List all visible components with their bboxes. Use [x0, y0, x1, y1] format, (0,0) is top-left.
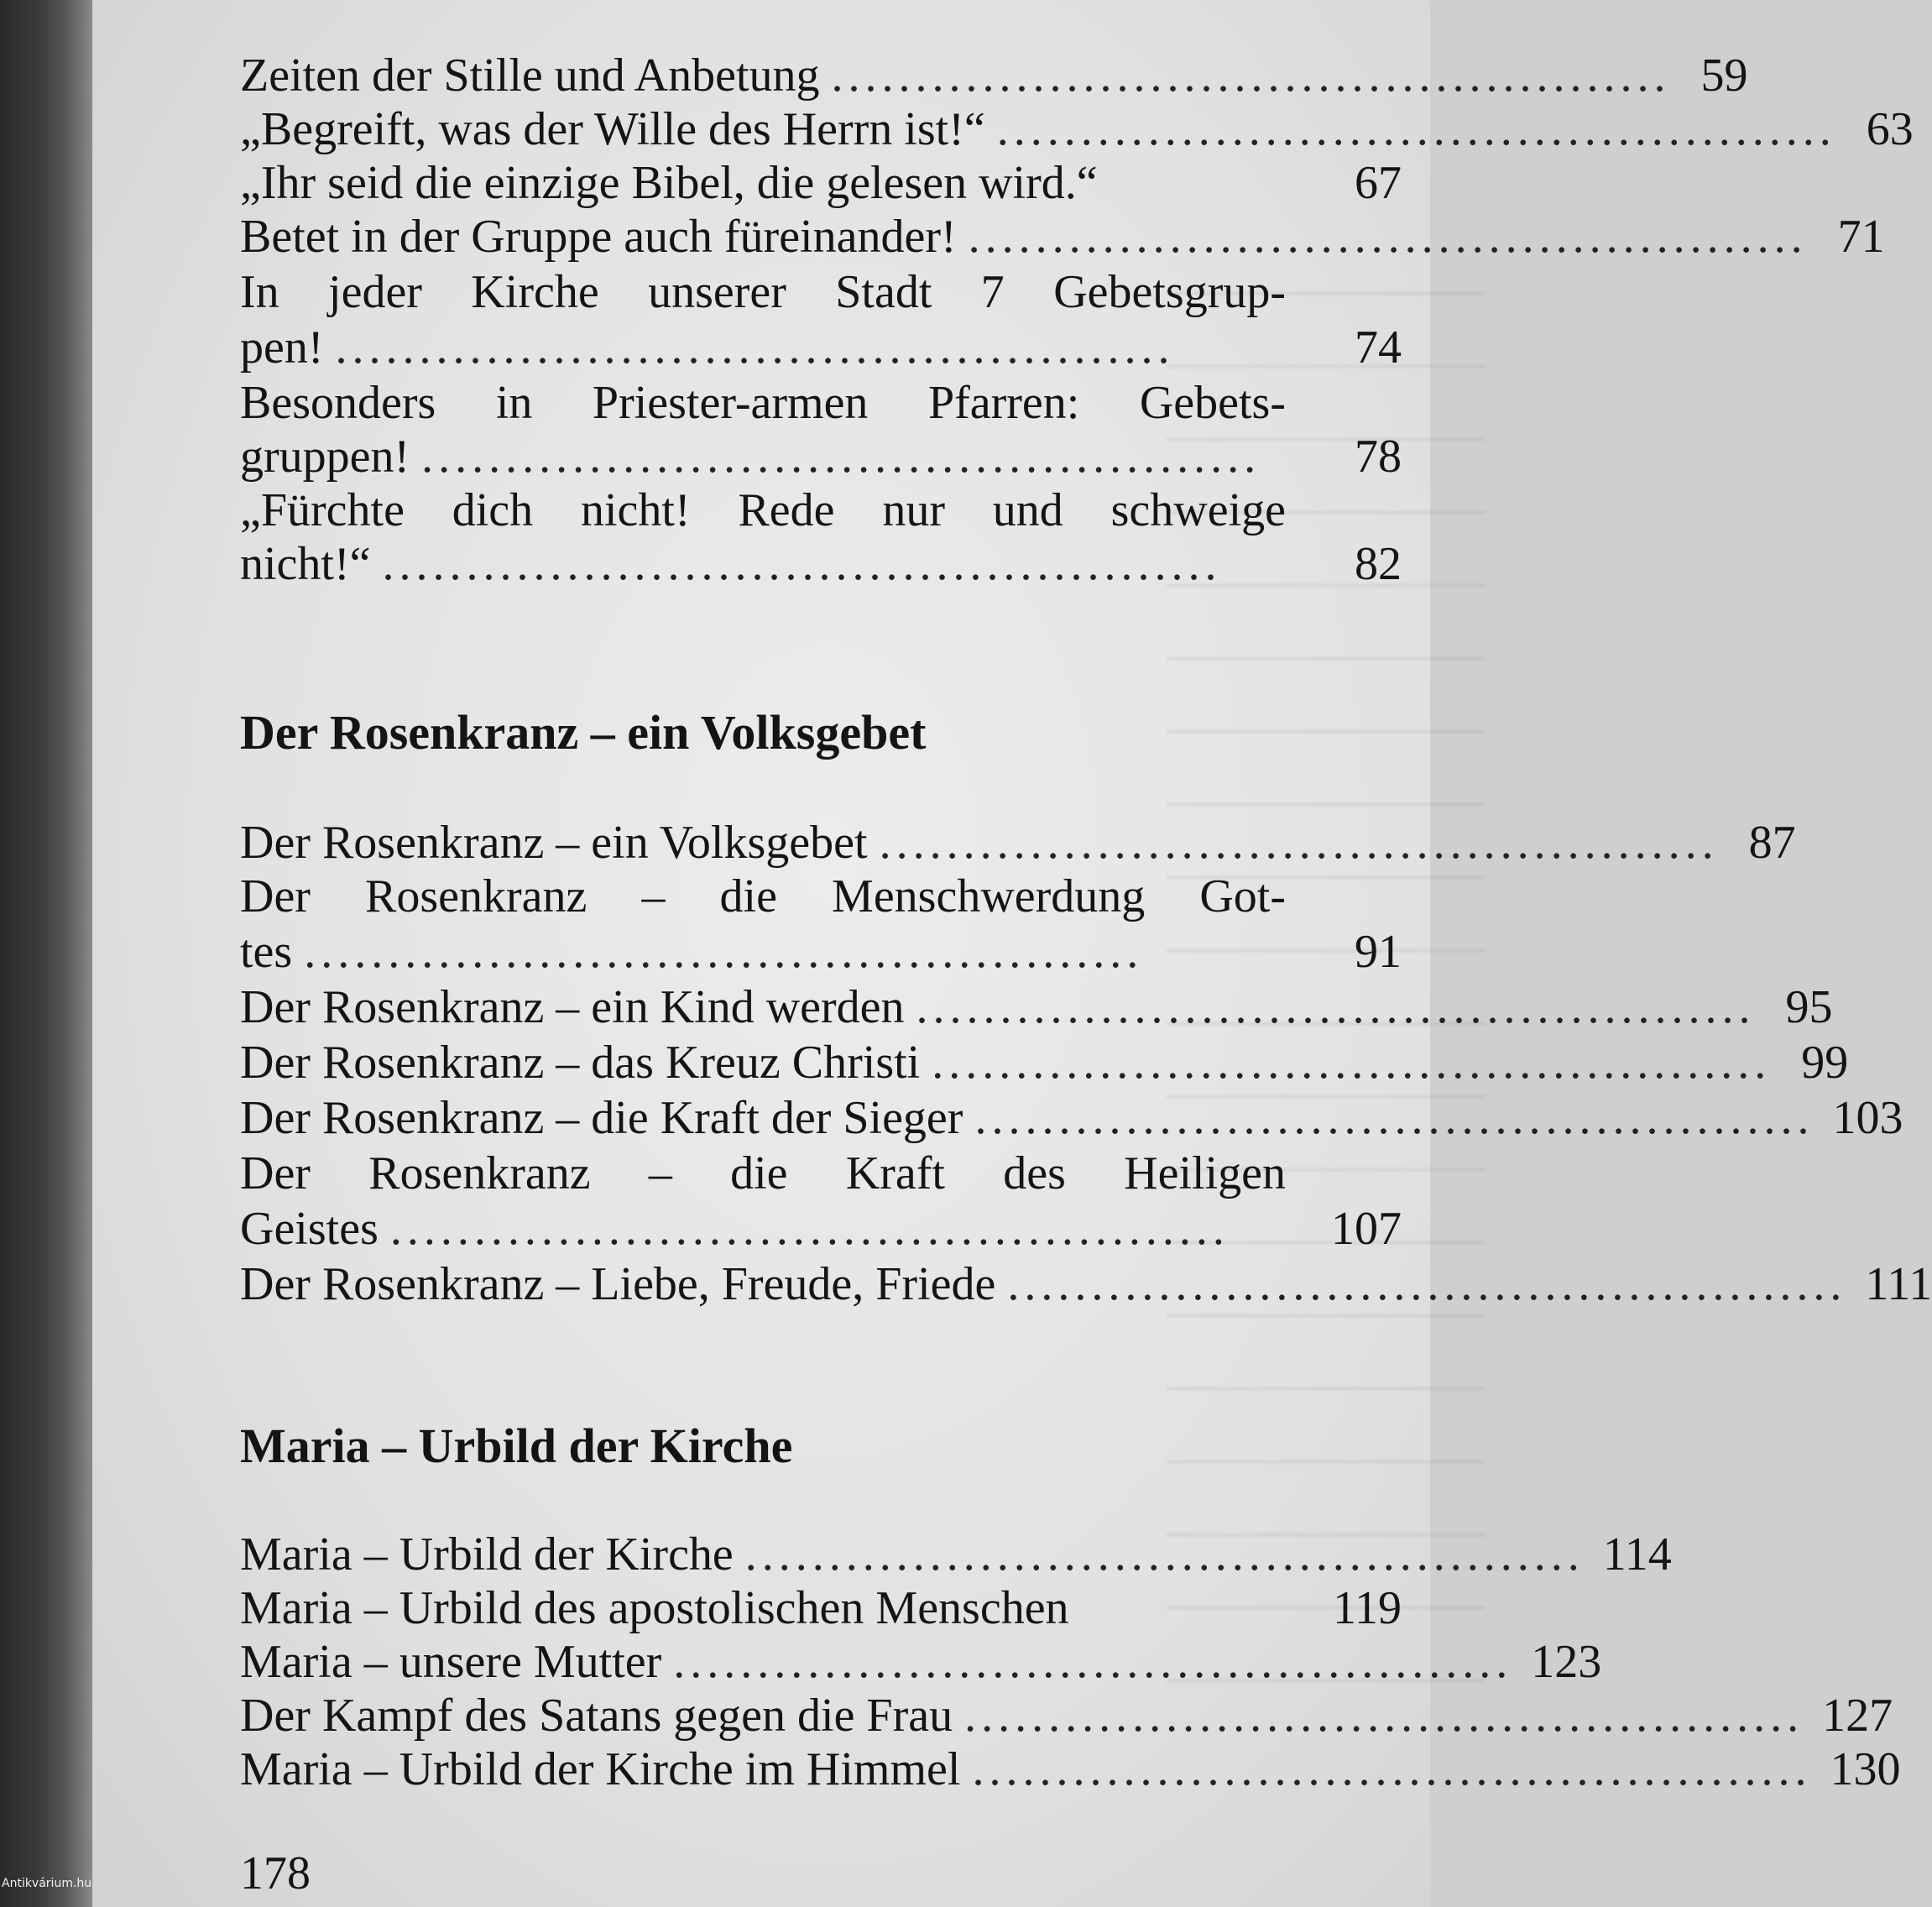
toc-entry-title: Der Rosenkranz – ein Volksgebet [240, 817, 868, 869]
toc-entry [240, 1528, 1672, 1581]
toc-entry-title-line2: Geistes [240, 1203, 379, 1255]
toc-page-number: 67 [1355, 157, 1402, 209]
leader-dots: .................................................. [831, 50, 1671, 102]
toc-entry [240, 925, 1402, 979]
book-binding-shadow [0, 0, 92, 1907]
toc-entry [240, 816, 1796, 870]
toc-entry [240, 210, 1885, 264]
toc-entry-title-line2: pen! [240, 321, 324, 374]
leader-dots: .................................................. [421, 431, 1261, 483]
toc-entry-title: Der Rosenkranz – ein Kind werden [240, 981, 905, 1033]
toc-entry [240, 1581, 1402, 1635]
toc-entry-title-line2: nicht!“ [240, 538, 371, 590]
toc-page-number: 114 [1602, 1528, 1672, 1580]
toc-entry-title: „Ihr seid die einzige Bibel, die gelesen wird.“ [240, 157, 1098, 209]
toc-entry-title-line1: In jeder Kirche unserer Stadt 7 Gebetsgrup- [240, 266, 1286, 318]
toc-page-number: 99 [1801, 1037, 1849, 1089]
leader-dots: .................................................. [972, 1743, 1812, 1795]
leader-dots: .................................................. [879, 817, 1719, 869]
toc-entry-title-line2: gruppen! [240, 431, 410, 483]
leader-dots: .................................................. [304, 926, 1144, 978]
toc-page-number: 123 [1531, 1636, 1602, 1688]
toc-entry [240, 1202, 1402, 1256]
section-heading: Maria – Urbild der Kirche [240, 1418, 793, 1473]
toc-page-number: 87 [1748, 817, 1796, 869]
toc-entry [240, 156, 1402, 210]
toc-page-number: 74 [1355, 321, 1402, 374]
toc-entry-title: Der Rosenkranz – Liebe, Freude, Friede [240, 1258, 996, 1310]
toc-entry-title: Der Rosenkranz – die Kraft der Sieger [240, 1092, 963, 1144]
toc-page-number: 107 [1331, 1203, 1402, 1255]
toc-entry-title-line1: Der Rosenkranz – die Menschwerdung Got- [240, 870, 1286, 922]
toc-entry [240, 1036, 1849, 1089]
leader-dots: .................................................. [673, 1636, 1513, 1688]
toc-entry [240, 430, 1402, 483]
leader-dots: .................................................. [964, 1690, 1804, 1742]
toc-entry-title: Zeiten der Stille und Anbetung [240, 50, 820, 102]
toc-page-number: 111 [1865, 1258, 1932, 1310]
toc-page-number: 103 [1832, 1092, 1903, 1144]
toc-entry [240, 1257, 1932, 1311]
toc-page-number: 130 [1830, 1743, 1901, 1795]
toc-entry [240, 1742, 1901, 1796]
watermark: Antikvárium.hu [2, 1877, 92, 1890]
toc-entry-title-line2: tes [240, 926, 293, 978]
toc-page-number: 59 [1700, 50, 1748, 102]
toc-page-number: 127 [1822, 1690, 1893, 1742]
leader-dots: .................................................. [335, 321, 1175, 374]
toc-entry-title-line1: „Fürchte dich nicht! Rede nur und schweige [240, 484, 1286, 536]
toc-page-number: 119 [1333, 1582, 1402, 1634]
toc-entry-title: Maria – Urbild der Kirche im Himmel [240, 1743, 961, 1795]
toc-entry [240, 1635, 1602, 1689]
page-folio-number: 178 [240, 1847, 311, 1899]
leader-dots: .................................................. [389, 1203, 1230, 1255]
toc-page-number: 95 [1785, 981, 1833, 1033]
leader-dots: .................................................. [1007, 1258, 1847, 1310]
toc-entry-title: Betet in der Gruppe auch füreinander! [240, 211, 957, 263]
leader-dots: .................................................. [932, 1037, 1772, 1089]
toc-page-number: 63 [1866, 103, 1914, 155]
leader-dots: .................................................. [916, 981, 1756, 1033]
leader-dots: .................................................. [974, 1092, 1815, 1144]
toc-page-number: 82 [1355, 538, 1402, 590]
leader-dots: .................................................. [382, 538, 1222, 590]
toc-entry [240, 321, 1402, 374]
toc-entry-title: Maria – unsere Mutter [240, 1636, 662, 1688]
toc-entry-title: Maria – Urbild der Kirche [240, 1528, 734, 1580]
section-heading: Der Rosenkranz – ein Volksgebet [240, 705, 927, 760]
toc-entry-title: Der Kampf des Satans gegen die Frau [240, 1690, 953, 1742]
toc-entry [240, 102, 1914, 156]
leader-dots: .................................................. [996, 103, 1836, 155]
toc-entry-title: Der Rosenkranz – das Kreuz Christi [240, 1037, 921, 1089]
leader-dots: .................................................. [968, 211, 1808, 263]
toc-page-number: 91 [1355, 926, 1402, 978]
toc-entry-title-line1: Besonders in Priester-armen Pfarren: Gebets- [240, 377, 1286, 429]
toc-page-number: 78 [1355, 431, 1402, 483]
toc-entry-title-line1: Der Rosenkranz – die Kraft des Heiligen [240, 1147, 1286, 1199]
toc-entry [240, 49, 1748, 102]
toc-entry [240, 537, 1402, 591]
toc-entry-title: Maria – Urbild des apostolischen Menschen [240, 1582, 1069, 1634]
toc-page-number: 71 [1837, 211, 1885, 263]
toc-entry-title: „Begreift, was der Wille des Herrn ist!“ [240, 103, 985, 155]
toc-entry [240, 1689, 1893, 1742]
toc-entry [240, 1091, 1903, 1145]
toc-entry [240, 980, 1833, 1034]
leader-dots: .................................................. [744, 1528, 1585, 1580]
